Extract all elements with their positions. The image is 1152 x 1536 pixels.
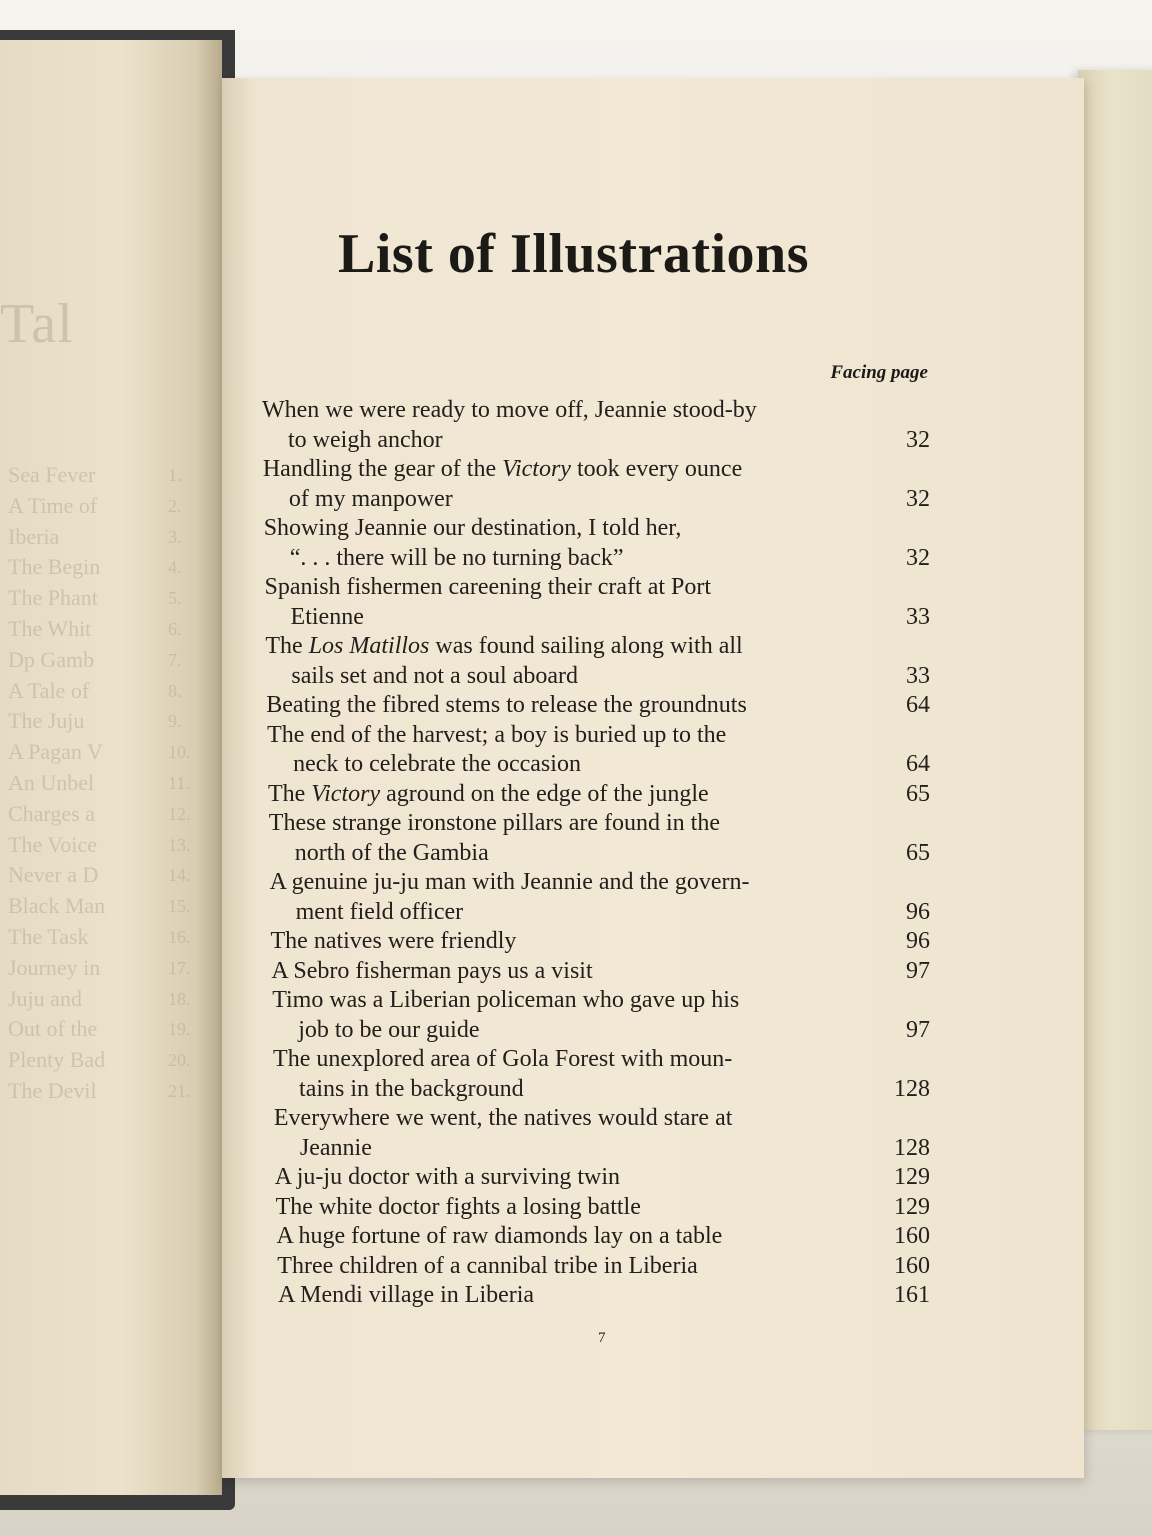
left-page-number: 8. (168, 680, 182, 701)
left-page-number-list (168, 460, 191, 1107)
illustration-entry (274, 1104, 938, 1163)
illustration-caption: Beating the fibred stems to release the groundnuts (266, 692, 747, 718)
facing-page-number: 33 (906, 662, 930, 689)
illustration-caption: A genuine ju-ju man with Jeannie and the govern- ment field officer (269, 869, 750, 925)
facing-page-number: 160 (894, 1252, 930, 1279)
left-page-title-fragment: The Juju (8, 708, 85, 734)
left-page-title-fragment: Plenty Bad (8, 1047, 106, 1073)
illustration-entry (265, 573, 938, 632)
facing-page-number: 97 (906, 1016, 930, 1043)
illustrations-list (262, 396, 938, 1311)
facing-page-number: 129 (894, 1193, 930, 1220)
facing-page-number: 32 (906, 544, 930, 571)
illustration-caption: When we were ready to move off, Jeannie stood-by to weigh anchor (262, 397, 757, 453)
illustration-caption: A huge fortune of raw diamonds lay on a table (276, 1223, 723, 1249)
left-page-number: 7. (168, 649, 182, 670)
page-title: List of Illustrations (338, 223, 809, 285)
left-page (0, 40, 222, 1495)
facing-page-number: 96 (906, 898, 930, 925)
left-page-number: 4. (168, 557, 182, 578)
left-page-title-fragment: The Phant (8, 585, 98, 611)
left-page-title-fragment: A Tale of (8, 677, 90, 703)
left-page-number: 5. (168, 588, 182, 609)
illustration-entry (267, 721, 938, 780)
illustration-caption: The unexplored area of Gola Forest with moun- tains in the background (273, 1046, 733, 1102)
illustration-caption: Showing Jeannie our destination, I told her, “. . . there will be no turning back” (263, 515, 682, 571)
left-page-title-fragment: A Time of (8, 492, 98, 518)
illustration-caption: A Sebro fisherman pays us a visit (271, 957, 593, 984)
left-page-heading-fragment: Tal (0, 293, 74, 355)
left-page-number: 15. (168, 896, 191, 917)
left-page-number: 12. (168, 803, 191, 824)
left-page-number: 18. (168, 988, 191, 1009)
facing-page-number: 64 (906, 751, 930, 777)
illustration-entry (268, 780, 938, 810)
illustration-entry (270, 868, 938, 927)
left-page-title-fragment: Juju and (8, 985, 82, 1011)
left-page-number: 1. (168, 465, 182, 485)
left-page-title-fragment: Never a D (8, 862, 99, 888)
facing-page-number: 32 (906, 426, 930, 453)
facing-page-number: 128 (894, 1134, 930, 1161)
facing-page-number: 64 (906, 692, 930, 718)
left-page-number: 13. (168, 834, 191, 855)
facing-page-number: 160 (894, 1223, 930, 1249)
left-page-number: 14. (168, 865, 191, 886)
ship-name: Los Matillos (308, 633, 430, 659)
left-page-title-fragment: Iberia (8, 523, 60, 549)
illustration-entry (271, 927, 939, 957)
left-page-title-list (8, 460, 105, 1107)
left-page-number: 17. (168, 957, 191, 978)
left-page-number: 19. (168, 1019, 191, 1040)
illustration-caption: The end of the harvest; a boy is buried up to the neck to celebrate the occasion (267, 721, 727, 777)
illustration-caption: A ju-ju doctor with a surviving twin (274, 1164, 621, 1190)
illustration-entry (269, 809, 938, 868)
illustration-caption: The Victory aground on the edge of the jungle (267, 780, 709, 807)
left-page-title-fragment: Charges a (8, 800, 95, 826)
illustration-caption: Handling the gear of the Victory took every ounce of my manpower (262, 456, 743, 512)
illustration-entry (266, 691, 938, 721)
illustration-caption: These strange ironstone pillars are found in the north of the Gambia (268, 810, 720, 866)
ship-name: Victory (311, 780, 381, 807)
facing-page-number: 33 (906, 603, 930, 630)
illustration-caption: Timo was a Liberian policeman who gave up his job to be our guide (272, 987, 740, 1043)
illustration-caption: Everywhere we went, the natives would stare at Jeannie (273, 1105, 733, 1161)
illustration-entry (272, 986, 938, 1045)
illustration-caption: Three children of a cannibal tribe in Liberia (277, 1252, 698, 1279)
facing-page-number: 32 (906, 485, 930, 512)
left-page-title-fragment: Dp Gamb (8, 646, 95, 672)
facing-page-number: 96 (906, 928, 930, 954)
facing-page-number: 65 (906, 839, 930, 866)
left-page-number: 10. (168, 742, 191, 763)
left-page-title-fragment: The Voice (8, 831, 97, 857)
illustration-entry (275, 1163, 938, 1193)
left-page-title-fragment: The Devil (8, 1077, 97, 1103)
left-page-number: 3. (168, 526, 182, 547)
illustration-entry (277, 1252, 938, 1282)
left-page-number: 2. (168, 495, 182, 516)
page-number: 7 (598, 1330, 606, 1346)
illustration-entry (278, 1281, 938, 1311)
facing-page-number: 129 (894, 1164, 930, 1190)
illustration-caption: The white doctor fights a losing battle (275, 1193, 641, 1220)
left-page-title-fragment: The Task (8, 923, 89, 949)
left-page-title-fragment: The Whit (8, 615, 92, 641)
facing-page-number: 128 (894, 1075, 930, 1102)
left-page-title-fragment: Black Man (8, 893, 106, 919)
left-page-number: 6. (168, 618, 182, 639)
left-page-number: 11. (168, 772, 190, 793)
facing-page-number: 161 (894, 1282, 930, 1308)
left-page-title-fragment: The Begin (8, 554, 101, 580)
facing-page-header: Facing page (830, 362, 928, 383)
left-page-number: 16. (168, 926, 191, 947)
left-page-title-fragment: Journey in (8, 954, 101, 980)
left-page-title-fragment: A Pagan V (8, 739, 103, 765)
background-book-edge (1078, 70, 1152, 1430)
illustration-entry (273, 1045, 938, 1104)
illustration-caption: Spanish fishermen careening their craft at Port Etienne (264, 574, 712, 630)
ship-name: Victory (502, 456, 571, 482)
illustration-entry (262, 396, 938, 455)
left-page-number: 9. (168, 711, 182, 732)
facing-page-number: 97 (906, 957, 930, 984)
illustration-caption: The natives were friendly (270, 928, 517, 954)
left-page-number: 20. (168, 1050, 191, 1071)
illustration-entry (264, 514, 938, 573)
left-page-title-fragment: An Unbel (8, 769, 95, 795)
illustration-entry (276, 1193, 938, 1223)
illustration-entry (263, 455, 938, 514)
left-page-title-fragment: Out of the (8, 1016, 98, 1042)
facing-page-number: 65 (906, 780, 930, 807)
illustration-caption: The Los Matillos was found sailing along with all sails set and not a soul aboard (265, 633, 743, 689)
left-page-title-fragment: Sea Fever (8, 462, 96, 487)
illustration-entry (276, 1222, 938, 1252)
illustration-caption: A Mendi village in Liberia (278, 1282, 535, 1308)
illustration-entry (271, 957, 938, 987)
illustration-entry (265, 632, 938, 691)
left-page-number: 21. (168, 1080, 191, 1101)
